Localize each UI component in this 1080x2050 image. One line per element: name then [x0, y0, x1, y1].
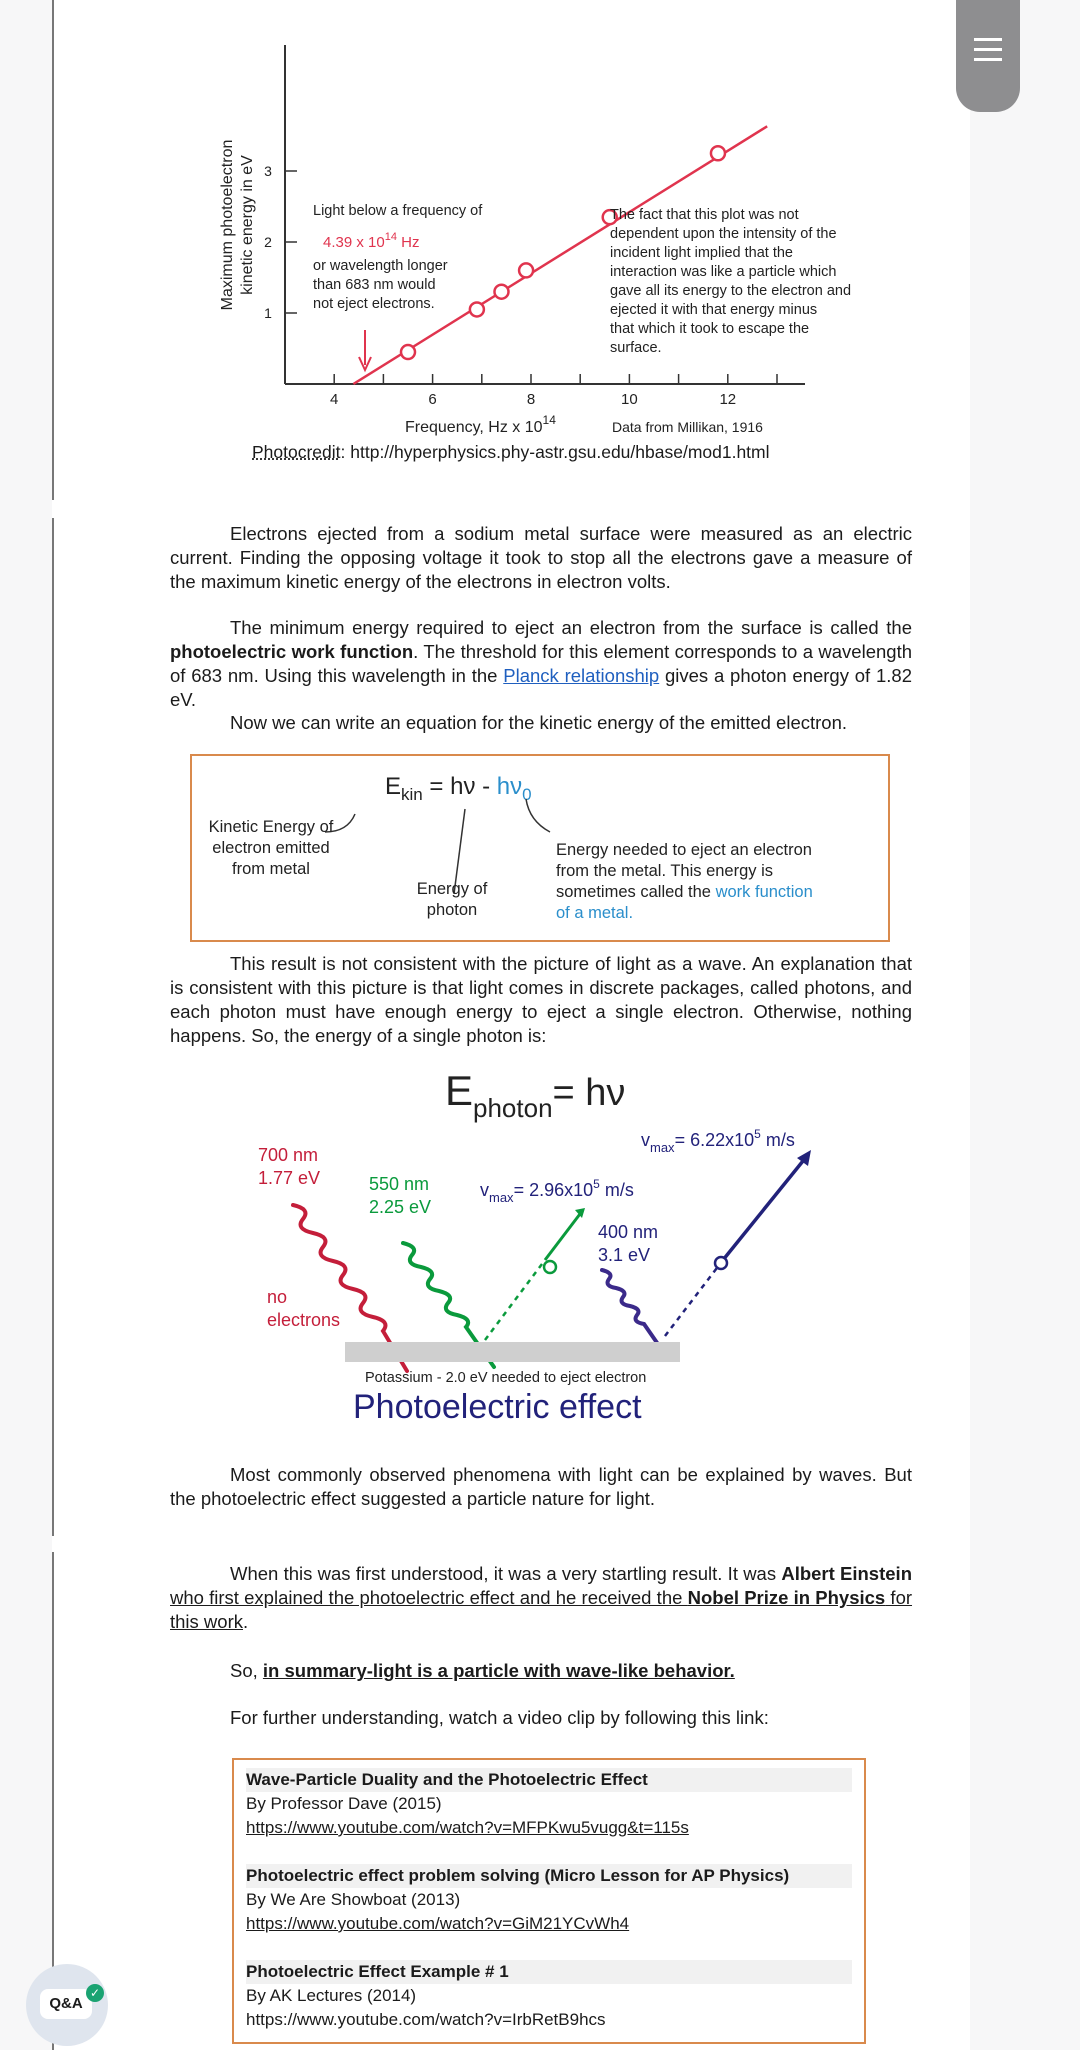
data-point [711, 146, 725, 160]
svg-text:sometimes called the work func: sometimes called the work function [556, 883, 813, 901]
annotation-line: incident light implied that the [610, 245, 793, 261]
reference-title: Photoelectric Effect Example # 1 [246, 1960, 852, 1984]
svg-text:kinetic energy in eV: kinetic energy in eV [239, 155, 256, 295]
x-tick-label: 12 [719, 391, 737, 408]
violet-energy: 3.1 eV [598, 1245, 651, 1265]
violet-photon-wave [602, 1270, 662, 1350]
photocredit: Photocredit: http://hyperphysics.phy-astr.gsu.edu/hbase/mod1.html [252, 442, 770, 462]
reference-author: By AK Lectures (2014) [246, 1986, 417, 2005]
data-point [401, 345, 415, 359]
paragraph-7: So, in summary-light is a particle with wave-like behavior. [230, 1660, 735, 1681]
equation-box [190, 754, 890, 942]
x-tick-label: 4 [330, 391, 339, 408]
svg-text:electron emitted: electron emitted [212, 839, 330, 857]
data-point [470, 302, 484, 316]
planck-relationship-link[interactable]: Planck relationship [503, 665, 660, 686]
reference-author: By We Are Showboat (2013) [246, 1890, 461, 1909]
svg-text:Light below a frequency of: Light below a frequency of [313, 203, 483, 219]
verified-check-icon: ✓ [86, 1984, 104, 2002]
margin-rule [52, 0, 54, 500]
annotation-line: gave all its energy to the electron and [610, 283, 852, 299]
reference-entry [246, 1864, 852, 1936]
violet-wavelength: 400 nm [598, 1222, 659, 1242]
svg-text:from the metal. This energy is: from the metal. This energy is [556, 862, 774, 880]
x-tick-label: 8 [526, 391, 536, 408]
electron-velocity-arrow [545, 1210, 583, 1260]
photon-diagram [245, 1060, 865, 1420]
reference-entry [246, 1768, 852, 1840]
electron-velocity-arrow [723, 1156, 807, 1260]
data-point [519, 263, 533, 277]
data-source: Data from Millikan, 1916 [612, 419, 763, 435]
paragraph-6: When this was first understood, it was a very startling result. It was Albert Einstein who first explained the photoelectric effect and he received the Nobel Prize in Physics for this work. [170, 1563, 913, 1632]
annotation-line: that which it took to escape the [610, 321, 810, 337]
electron-path-violet [665, 1260, 723, 1336]
y-tick-label: 3 [264, 163, 272, 179]
reference-link[interactable]: https://www.youtube.com/watch?v=GiM21YCvWh4 [246, 1914, 630, 1933]
potassium-label: Potassium - 2.0 eV needed to eject electron [365, 1370, 647, 1386]
paragraph-4: This result is not consistent with the picture of light as a wave. An explanation that is consistent with this picture is that light comes in discrete packages, called photons, and each photon must have enough energy to eject a single electron. Otherwise, nothing happens. So, the energy of a single photon is: [170, 953, 912, 1046]
svg-text:4.39 x 1014 Hz: 4.39 x $10^{14}$ Hz [323, 231, 420, 251]
red-energy: 1.77 eV [258, 1168, 321, 1188]
millikan-graph [210, 30, 910, 450]
y-axis-label [219, 140, 256, 311]
annotation-line: surface. [610, 340, 662, 356]
x-tick-label: 10 [621, 391, 638, 408]
vmax-high: $v_{max}= 6.22x10^5$ m/s [641, 1127, 795, 1155]
green-energy: 2.25 eV [369, 1197, 432, 1217]
electron-path-green [485, 1260, 545, 1340]
paragraph-1: Electrons ejected from a sodium metal surface were measured as an electric current. Finding the opposing voltage it took to stop all the electrons gave a measure of the maximum kinetic energy of the electrons in electron volts. [170, 523, 912, 592]
svg-text:photon: photon [426, 901, 478, 919]
annotation-line: ejected it with that energy minus [610, 302, 818, 318]
paragraph-2: The minimum energy required to eject an electron from the surface is called the photoelectric work function. The threshold for this element corresponds to a wavelength of 683 nm. Using this wavelength in the Planck relationship gives a photon energy of 1.82 eV. [170, 617, 913, 710]
kinetic-energy-equation: $E_{kin} = h\nu - h\nu_0$ [385, 773, 532, 804]
svg-text:or wavelength longer: or wavelength longer [313, 258, 448, 274]
data-point [494, 285, 508, 299]
y-tick-label: 1 [264, 305, 272, 321]
svg-text:Energy of: Energy of [416, 880, 488, 898]
reference-link[interactable]: https://www.youtube.com/watch?v=MFPKwu5vugg&t=115s [246, 1818, 689, 1837]
reference-title: Wave-Particle Duality and the Photoelectric Effect [246, 1768, 852, 1792]
svg-text:of a metal.: of a metal. [556, 904, 634, 922]
margin-rule [52, 518, 54, 1536]
paragraph-3: Now we can write an equation for the kinetic energy of the emitted electron. [230, 712, 848, 733]
svg-text:not eject electrons.: not eject electrons. [313, 296, 435, 312]
qa-label: Q&A [40, 1989, 92, 2019]
x-tick-label: 6 [428, 391, 437, 408]
scrollbar-handle[interactable] [956, 0, 1020, 112]
reference-link[interactable]: https://www.youtube.com/watch?v=IrbRetB9hcs [246, 2010, 606, 2029]
electron-icon [715, 1257, 727, 1269]
electron-icon [544, 1261, 556, 1273]
reference-author: By Professor Dave (2015) [246, 1794, 442, 1813]
red-wavelength: 700 nm [258, 1145, 319, 1165]
svg-text:Energy needed to eject an elec: Energy needed to eject an electron [556, 841, 812, 859]
diagram-title: Photoelectric effect [353, 1388, 642, 1420]
svg-text:Maximum photoelectron: Maximum photoelectron [219, 139, 236, 311]
no-electrons-label: electrons [267, 1310, 341, 1330]
vmax-low: $v_{max}= 2.96x10^5$ m/s [480, 1177, 634, 1205]
reference-entry [246, 1960, 852, 2032]
green-wavelength: 550 nm [369, 1174, 430, 1194]
annotation-right [610, 207, 851, 356]
paragraph-5: Most commonly observed phenomena with light can be explained by waves. But the photoelectric effect suggested a particle nature for light. [170, 1464, 912, 1509]
annotation-line: interaction was like a particle which [610, 264, 837, 280]
video-references-box [232, 1758, 866, 2044]
photon-energy-equation: $E_{photon}= h\nu$ [445, 1067, 626, 1123]
annotation-line: The fact that this plot was not [610, 207, 799, 223]
qa-button[interactable] [26, 1964, 108, 2046]
y-tick-label: 2 [264, 234, 272, 250]
annotation-left [313, 203, 483, 312]
svg-text:than 683 nm would: than 683 nm would [313, 277, 436, 293]
annotation-line: dependent upon the intensity of the [610, 226, 837, 242]
svg-text:Kinetic Energy of: Kinetic Energy of [208, 818, 334, 836]
paragraph-8: For further understanding, watch a video clip by following this link: [230, 1707, 769, 1728]
svg-text:from metal: from metal [232, 860, 310, 878]
x-axis-label: Frequency, Hz x $10^{14}$ [405, 413, 556, 436]
reference-title: Photoelectric effect problem solving (Micro Lesson for AP Physics) [246, 1864, 852, 1888]
potassium-plate [345, 1342, 680, 1362]
no-electrons-label: no [267, 1287, 288, 1307]
